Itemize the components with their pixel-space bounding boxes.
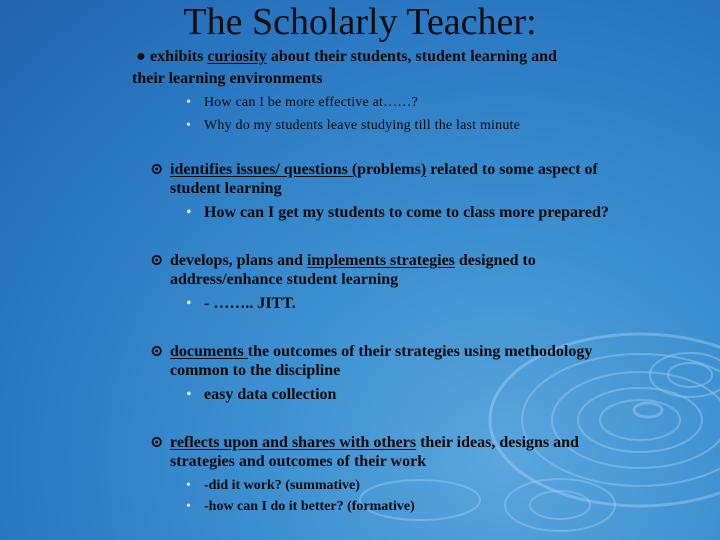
sub-point: • -how can I do it better? (formative) (186, 499, 415, 514)
point-develops: ⊙ develops, plans and implements strategies designed to address/enhance student learning • - …….. JITT. (150, 251, 690, 313)
intro-sub-item: • Why do my students leave studying till the last minute (186, 118, 521, 133)
circle-bullet-icon: ⊙ (150, 252, 164, 269)
point-identifies: ⊙ identifies issues/ questions (problems) related to some aspect of student learning • How can I get my students to come to class more prepared? (150, 160, 690, 222)
intro-point: ● exhibits curiosity about their students, student learning and their learning environments (132, 48, 557, 87)
sub-point: • How can I get my students to come to class more prepared? (186, 204, 609, 221)
sub-point: • -did it work? (summative) (186, 478, 360, 493)
sub-point: • - …….. JITT. (186, 295, 296, 312)
slide-title: The Scholarly Teacher: (183, 1, 537, 43)
intro-sub-item: • How can I be more effective at……? (186, 95, 418, 110)
circle-bullet-icon: ⊙ (150, 434, 164, 451)
sub-point: • easy data collection (186, 386, 337, 403)
point-reflects: ⊙ reflects upon and shares with others their ideas, designs and strategies and outcomes of their work • -did it work? (summative) • -how can I do it better? (formative) (150, 433, 690, 517)
circle-bullet-icon: ⊙ (150, 343, 164, 360)
bullet-icon: ● (136, 48, 146, 65)
intro-sub-list (186, 91, 520, 137)
circle-bullet-icon: ⊙ (150, 161, 164, 178)
point-documents: ⊙ documents the outcomes of their strategies using methodology common to the discipline • easy data collection (150, 342, 690, 404)
